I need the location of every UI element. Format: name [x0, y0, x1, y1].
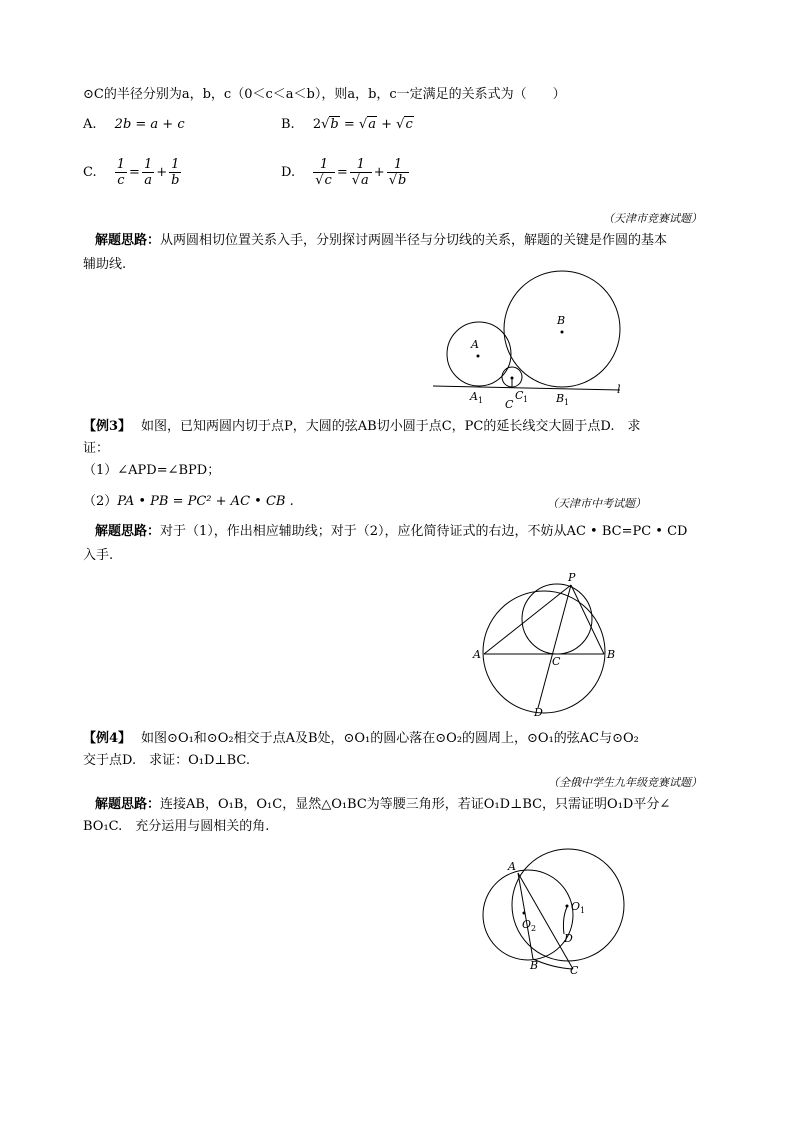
label-c1: C [515, 389, 524, 402]
example-3-hint [95, 523, 687, 541]
option-b-coef: 2 [312, 117, 322, 132]
example-4-hint-2: BO₁C. 充分运用与圆相关的角. [83, 819, 270, 834]
label-d: D [534, 706, 543, 718]
hint-label: 解题思路： [95, 524, 161, 539]
option-a [83, 117, 185, 132]
example-4-hint [95, 796, 670, 814]
option-b-rad2: a [368, 117, 376, 132]
option-b-label: B. [281, 117, 295, 132]
example-4-stem [83, 730, 639, 748]
example-3-text: 如图，已知两圆内切于点P，大圆的弦AB切小圆于点C，PC的延长线交大圆于点D. 求 [141, 419, 641, 434]
figure-tangent-circles [425, 268, 635, 413]
option-b-eq: = [339, 117, 359, 132]
label-b: B [530, 959, 539, 972]
option-b-expr: 2√b = √a + √c [312, 117, 413, 132]
label-a1: A [470, 390, 478, 403]
center-o2 [523, 912, 526, 915]
figure-intersecting-circles [478, 846, 633, 981]
option-d-frac1: $\frac{1}{√c}$ [313, 157, 335, 188]
circle-b [504, 271, 620, 387]
segment-pd [538, 585, 571, 708]
source-note: （天津市竞赛试题） [603, 212, 702, 225]
example-3-hint-2: 入手. [83, 548, 114, 563]
label-b: B [557, 314, 566, 327]
center-a [477, 355, 480, 358]
option-b-plus: + [376, 117, 397, 132]
example-3-part2 [83, 493, 294, 511]
segment-pb [571, 585, 604, 654]
small-circle [522, 584, 592, 654]
tangent-line-l [433, 386, 620, 390]
hint-text: 连接AB，O₁B，O₁C，显然△O₁BC为等腰三角形，若证O₁D⊥BC，只需证明O₁D平分∠ [160, 797, 671, 812]
label-o1: O [571, 900, 581, 913]
example-3-part2-expr: PA • PB = PC² + AC • CB . [117, 494, 294, 509]
option-b-rad1: b [330, 117, 339, 132]
option-c-frac1: $\frac{1}{c}$ [116, 157, 126, 188]
hint-label: 解题思路： [95, 797, 161, 812]
option-d-frac3: $\frac{1}{√b}$ [387, 157, 410, 188]
label-p: P [568, 571, 576, 584]
label-b: B [607, 648, 616, 661]
label-d: D [564, 932, 573, 945]
label-c: C [570, 964, 579, 977]
label-c: C [505, 398, 514, 411]
hint-line [95, 232, 667, 250]
label-c: C [552, 655, 561, 668]
example-3-part1: （1）∠APD=∠BPD； [83, 463, 221, 478]
example-3-stem [83, 418, 640, 436]
label-c1-sub: 1 [523, 395, 529, 404]
source-note-ex4: （全俄中学生九年级竞赛试题） [548, 776, 702, 789]
label-l: l [617, 383, 621, 396]
example-4-stem-2: 交于点D. 求证：O₁D⊥BC. [83, 753, 251, 768]
label-a: A [471, 338, 479, 351]
hint-line-2: 辅助线. [83, 257, 127, 272]
option-d: D. $\frac{1}{√c}$ = $\frac{1}{√a}$ + $\frac{1}{√b}$ [281, 157, 411, 188]
segment-pa [484, 585, 571, 654]
example-4-text: 如图⊙O₁和⊙O₂相交于点A及B处，⊙O₁的圆心落在⊙O₂的圆周上，⊙O₁的弦AC与⊙O₂ [141, 731, 639, 746]
label-a: A [508, 860, 516, 873]
option-a-expr: 2b = a + c [114, 117, 185, 132]
source-note-ex3: （天津市中考试题） [547, 497, 646, 510]
option-b-rad3: c [405, 117, 413, 132]
example-3-part2-label: （2） [83, 494, 118, 509]
label-o2-sub: 2 [531, 924, 537, 933]
option-a-label: A. [83, 117, 97, 132]
option-c-frac2: $\frac{1}{a}$ [143, 157, 153, 188]
hint-label: 解题思路： [95, 233, 161, 248]
option-c: C. $\frac{1}{c}$ = $\frac{1}{a}$ + $\frac{1}{b}$ [83, 157, 180, 188]
option-b [281, 117, 414, 132]
option-c-frac3: $\frac{1}{b}$ [171, 157, 180, 188]
hint-text: 从两圆相切位置关系入手，分别探讨两圆半径与分切线的关系，解题的关键是作圆的基本 [160, 233, 668, 248]
label-o1-sub: 1 [580, 906, 586, 915]
circle-a [447, 322, 511, 386]
option-c-label: C. [83, 165, 97, 180]
example-4-label: 【例4】 [83, 731, 132, 746]
center-b [561, 331, 564, 334]
label-a1-sub: 1 [478, 396, 484, 405]
hint-text: 对于（1），作出相应辅助线；对于（2），应化简待证式的右边，不妨从AC • BC=PC • CD [160, 524, 688, 539]
example-3-label: 【例3】 [83, 419, 132, 434]
question-stem: ⊙C的半径分别为a，b，c（0＜c＜a＜b），则a，b，c一定满足的关系式为（ ） [83, 87, 566, 102]
label-b1-sub: 1 [564, 398, 570, 407]
label-b1: B [556, 392, 565, 405]
segment-o1d [563, 907, 567, 934]
figure-internal-tangent [470, 568, 625, 718]
option-d-label: D. [281, 165, 296, 180]
option-d-frac2: $\frac{1}{√a}$ [350, 157, 372, 188]
example-3-stem-2: 证： [83, 441, 110, 456]
circle-o2 [483, 870, 573, 960]
center-o1 [566, 905, 569, 908]
label-o2: O [522, 918, 532, 931]
label-a: A [473, 648, 481, 661]
